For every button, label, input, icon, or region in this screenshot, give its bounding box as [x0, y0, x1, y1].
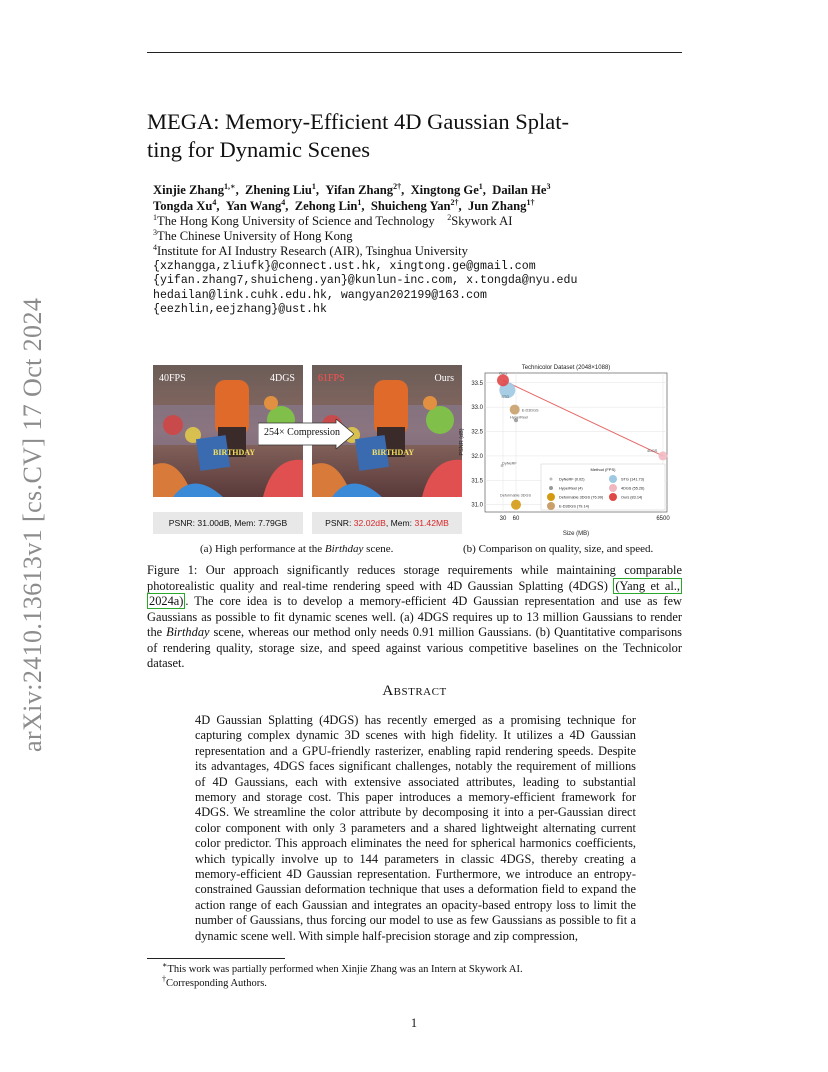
paper-title	[147, 108, 692, 164]
legend-marker	[547, 502, 555, 510]
y-tick-label: 33.5	[471, 380, 483, 387]
affiliation-line-1	[153, 214, 673, 229]
arxiv-identifier: arXiv:2410.13613v1 [cs.CV] 17 Oct 2024	[18, 297, 47, 753]
legend-label: 4DGS (55.26)	[621, 486, 645, 491]
top-rule	[147, 52, 682, 53]
aff-mark: 2	[447, 212, 452, 222]
authors-line-1: Xinjie Zhang$^{1,∗}$, Zhening Liu$^1$, Yifan Zhang$^{2\dagger}$, Xingtong Ge$^1$, Dailan He$^3$	[153, 181, 551, 197]
y-tick-label: 32.0	[471, 453, 483, 460]
citation-link[interactable]: 2024a)	[149, 594, 184, 608]
x-tick-label: 6500	[656, 516, 670, 522]
aff-mark: 4	[153, 243, 157, 253]
author-mark: 1,∗	[224, 181, 236, 191]
method-label-4dgs: 4DGS	[269, 373, 295, 384]
author-mark: 1	[357, 197, 362, 207]
subcaption-a	[200, 543, 393, 555]
subcaption-b: (b) Comparison on quality, size, and speed.	[463, 543, 654, 555]
footnote-2	[162, 974, 267, 990]
comparison-chart	[455, 360, 677, 545]
point-label: E-D3DGS	[521, 408, 539, 413]
author-mark: 4	[281, 197, 286, 207]
svg-text:BIRTHDAY: BIRTHDAY	[372, 448, 415, 457]
point-label: Deformable 3DGS	[500, 493, 532, 498]
author-name: Xingtong Ge	[410, 183, 479, 197]
legend-label: E-D3DGS (79.14)	[559, 504, 589, 509]
legend-title: Method (FPS)	[590, 467, 616, 472]
email-line-1: {xzhangga,zliufk}@connect.ust.hk, xingtong.ge@gmail.com	[153, 259, 536, 273]
x-tick-label: 30	[499, 516, 507, 522]
legend-label: STG (141.73)	[621, 477, 645, 482]
legend-label: HyperReel (4)	[559, 486, 583, 491]
caption-scene: Birthday	[166, 625, 210, 639]
aff-mark: 1	[153, 212, 157, 222]
citation-link[interactable]: (Yang et al.,	[615, 578, 680, 593]
x-axis-label: Size (MB)	[562, 531, 590, 537]
caption-text: scene, whereas our method only needs 0.91 million Gaussians. (b) Quantitative comparisons of rendering quality, storage size, and speed against various competitive baselines on the Technicolor dataset.	[147, 625, 682, 670]
author-name: Dailan He	[492, 183, 547, 197]
point-label: 4DGS	[647, 448, 658, 453]
stat-text: , Mem:	[385, 518, 415, 528]
email-line-2: {yifan.zhang7,shuicheng.yan}@kunlun-inc.com, x.tongda@nyu.edu	[153, 274, 578, 288]
data-point-4dgs	[659, 451, 668, 460]
abstract-heading: Abstract	[382, 683, 447, 699]
author-name: Zehong Lin	[294, 198, 358, 213]
legend-marker	[549, 486, 553, 490]
data-point-e-d3dgs	[510, 405, 520, 415]
psnr-value: 32.02dB	[353, 518, 386, 528]
fps-label-4dgs: 40FPS	[159, 373, 186, 384]
point-label: STG	[501, 395, 510, 400]
author-mark: 4	[212, 197, 217, 207]
abstract-body: 4D Gaussian Splatting (4DGS) has recently emerged as a promising technique for capturing complex dynamic 3D scenes with high fidelity. It utilizes a 4D Gaussian representation and a GPU-friendly rasterizer, enabling rapid rendering speeds. Despite its advantages, 4DGS faces significant challenges, notably the requirement of millions of 4D Gaussians, each with extensive associated attributes, leading to substantial memory and storage cost. This paper introduces a memory-efficient framework for 4DGS. We streamline the color attribute by decomposing it into a per-Gaussian direct color component with only 3 parameters and a shared lightweight alternating current color predictor. This approach eliminates the need for spherical harmonics coefficients, which typically involve up to 144 parameters in classic 4DGS, thereby creating a memory-efficient 4D Gaussian representation. Furthermore, we introduce an entropy-constrained Gaussian deformation technique that uses a deformation field to expand the action range of each Gaussian and integrates an opacity-based entropy loss to limit the number of Gaussians, thus forcing our model to use as few Gaussians as possible to fit a dynamic scene well. With simple half-precision storage and zip compression,	[195, 713, 636, 943]
author-name: Shuicheng Yan	[370, 198, 451, 213]
email-line-3: hedailan@link.cuhk.edu.hk, wangyan202199@163.com	[153, 288, 487, 302]
point-label: DyNeRF	[502, 461, 517, 466]
figure-caption	[147, 563, 682, 672]
footnote-1	[162, 960, 523, 976]
author-name: Yifan Zhang	[325, 183, 394, 197]
x-tick-label: 60	[512, 516, 520, 522]
author-mark: 3	[546, 181, 551, 191]
legend-label: Deformable 3DGS (76.99)	[559, 495, 604, 500]
email-line-4: {eezhlin,eejzhang}@ust.hk	[153, 303, 327, 317]
y-axis-label: PSNR (dB)	[459, 428, 465, 456]
y-tick-label: 33.0	[471, 405, 483, 412]
mem-value: 31.42MB	[414, 518, 449, 528]
svg-text:BIRTHDAY: BIRTHDAY	[213, 448, 256, 457]
caption-text: . The core idea is to develop a memory-efficient 4D Gaussian representation and use as few Gaussians as possible to fit dynamic scenes well. (a) 4DGS requires up to 13 million Gaussians to render the	[147, 594, 682, 639]
affiliation-4: Institute for AI Industry Research (AIR), Tsinghua University	[157, 244, 468, 259]
legend-marker	[547, 493, 555, 501]
page-number: 1	[410, 1016, 418, 1030]
point-label: HyperReel	[510, 415, 528, 420]
author-name: Zhening Liu	[245, 183, 312, 197]
stat-text: PSNR:	[325, 518, 354, 528]
subcaption-scene: Birthday	[324, 543, 364, 555]
stat-ours	[312, 512, 462, 534]
affiliation-3: The Chinese University of Hong Kong	[157, 229, 353, 244]
chart-svg	[455, 360, 677, 540]
method-label-ours: Ours	[434, 373, 454, 384]
affiliation-1: The Hong Kong University of Science and Technology	[157, 214, 435, 228]
author-mark: 2†	[393, 181, 402, 191]
title-line-2: ting for Dynamic Scenes	[147, 137, 371, 162]
affiliation-line-3	[153, 244, 673, 259]
author-name: Jun Zhang	[467, 198, 527, 213]
caption-text: Figure 1: Our approach significantly reduces storage requirements while maintaining comparable photorealistic quality and real-time rendering speed with 4D Gaussian Splatting (4DGS)	[147, 563, 682, 593]
legend-label: DyNeRF (0.02)	[559, 477, 585, 482]
stat-4dgs: PSNR: 31.00dB, Mem: 7.79GB	[153, 512, 303, 534]
title-line-1: MEGA: Memory-Efficient 4D Gaussian Splat-	[147, 109, 570, 134]
data-point-ours	[497, 374, 509, 386]
legend-label: Ours (83.14)	[621, 495, 643, 500]
fps-label-ours: 61FPS	[318, 373, 345, 384]
legend-marker	[609, 484, 617, 492]
affiliation-2: Skywork AI	[451, 214, 513, 228]
affiliation-line-2	[153, 229, 673, 244]
footnote-mark: ∗	[162, 960, 168, 970]
y-tick-label: 31.5	[471, 478, 483, 485]
author-name: Tongda Xu	[153, 198, 213, 213]
aff-mark: 3	[153, 228, 157, 238]
author-name: Xinjie Zhang	[153, 183, 225, 197]
subcaption-text: (a) High performance at the	[200, 543, 325, 555]
author-mark: 2†	[450, 197, 459, 207]
author-mark: 1†	[526, 197, 535, 207]
author-block	[153, 183, 673, 318]
point-label: Ours	[499, 371, 508, 376]
legend-marker	[609, 493, 617, 501]
y-tick-label: 32.5	[471, 429, 483, 436]
footnote-mark: †	[162, 974, 166, 984]
author-mark: 1	[478, 181, 483, 191]
author-name: Yan Wang	[225, 198, 282, 213]
authors-line-2: Tongda Xu$^4$, Yan Wang$^4$, Zehong Lin$^1$, Shuicheng Yan$^{2\dagger}$, Jun Zhang$^{1\dagger}$	[153, 197, 535, 213]
chart-title: Technicolor Dataset (2048×1088)	[521, 365, 611, 371]
author-mark: 1	[311, 181, 316, 191]
footnote-text: Corresponding Authors.	[166, 978, 267, 989]
compression-label: 254× Compression	[264, 427, 340, 438]
legend-marker	[550, 478, 553, 481]
data-point-deformable-3dgs	[511, 500, 521, 510]
legend-marker	[609, 475, 617, 483]
footnote-text: This work was partially performed when Xinjie Zhang was an Intern at Skywork AI.	[167, 964, 523, 975]
subcaption-text: scene.	[363, 543, 394, 555]
footnote-rule	[147, 958, 285, 959]
y-tick-label: 31.0	[471, 502, 483, 509]
